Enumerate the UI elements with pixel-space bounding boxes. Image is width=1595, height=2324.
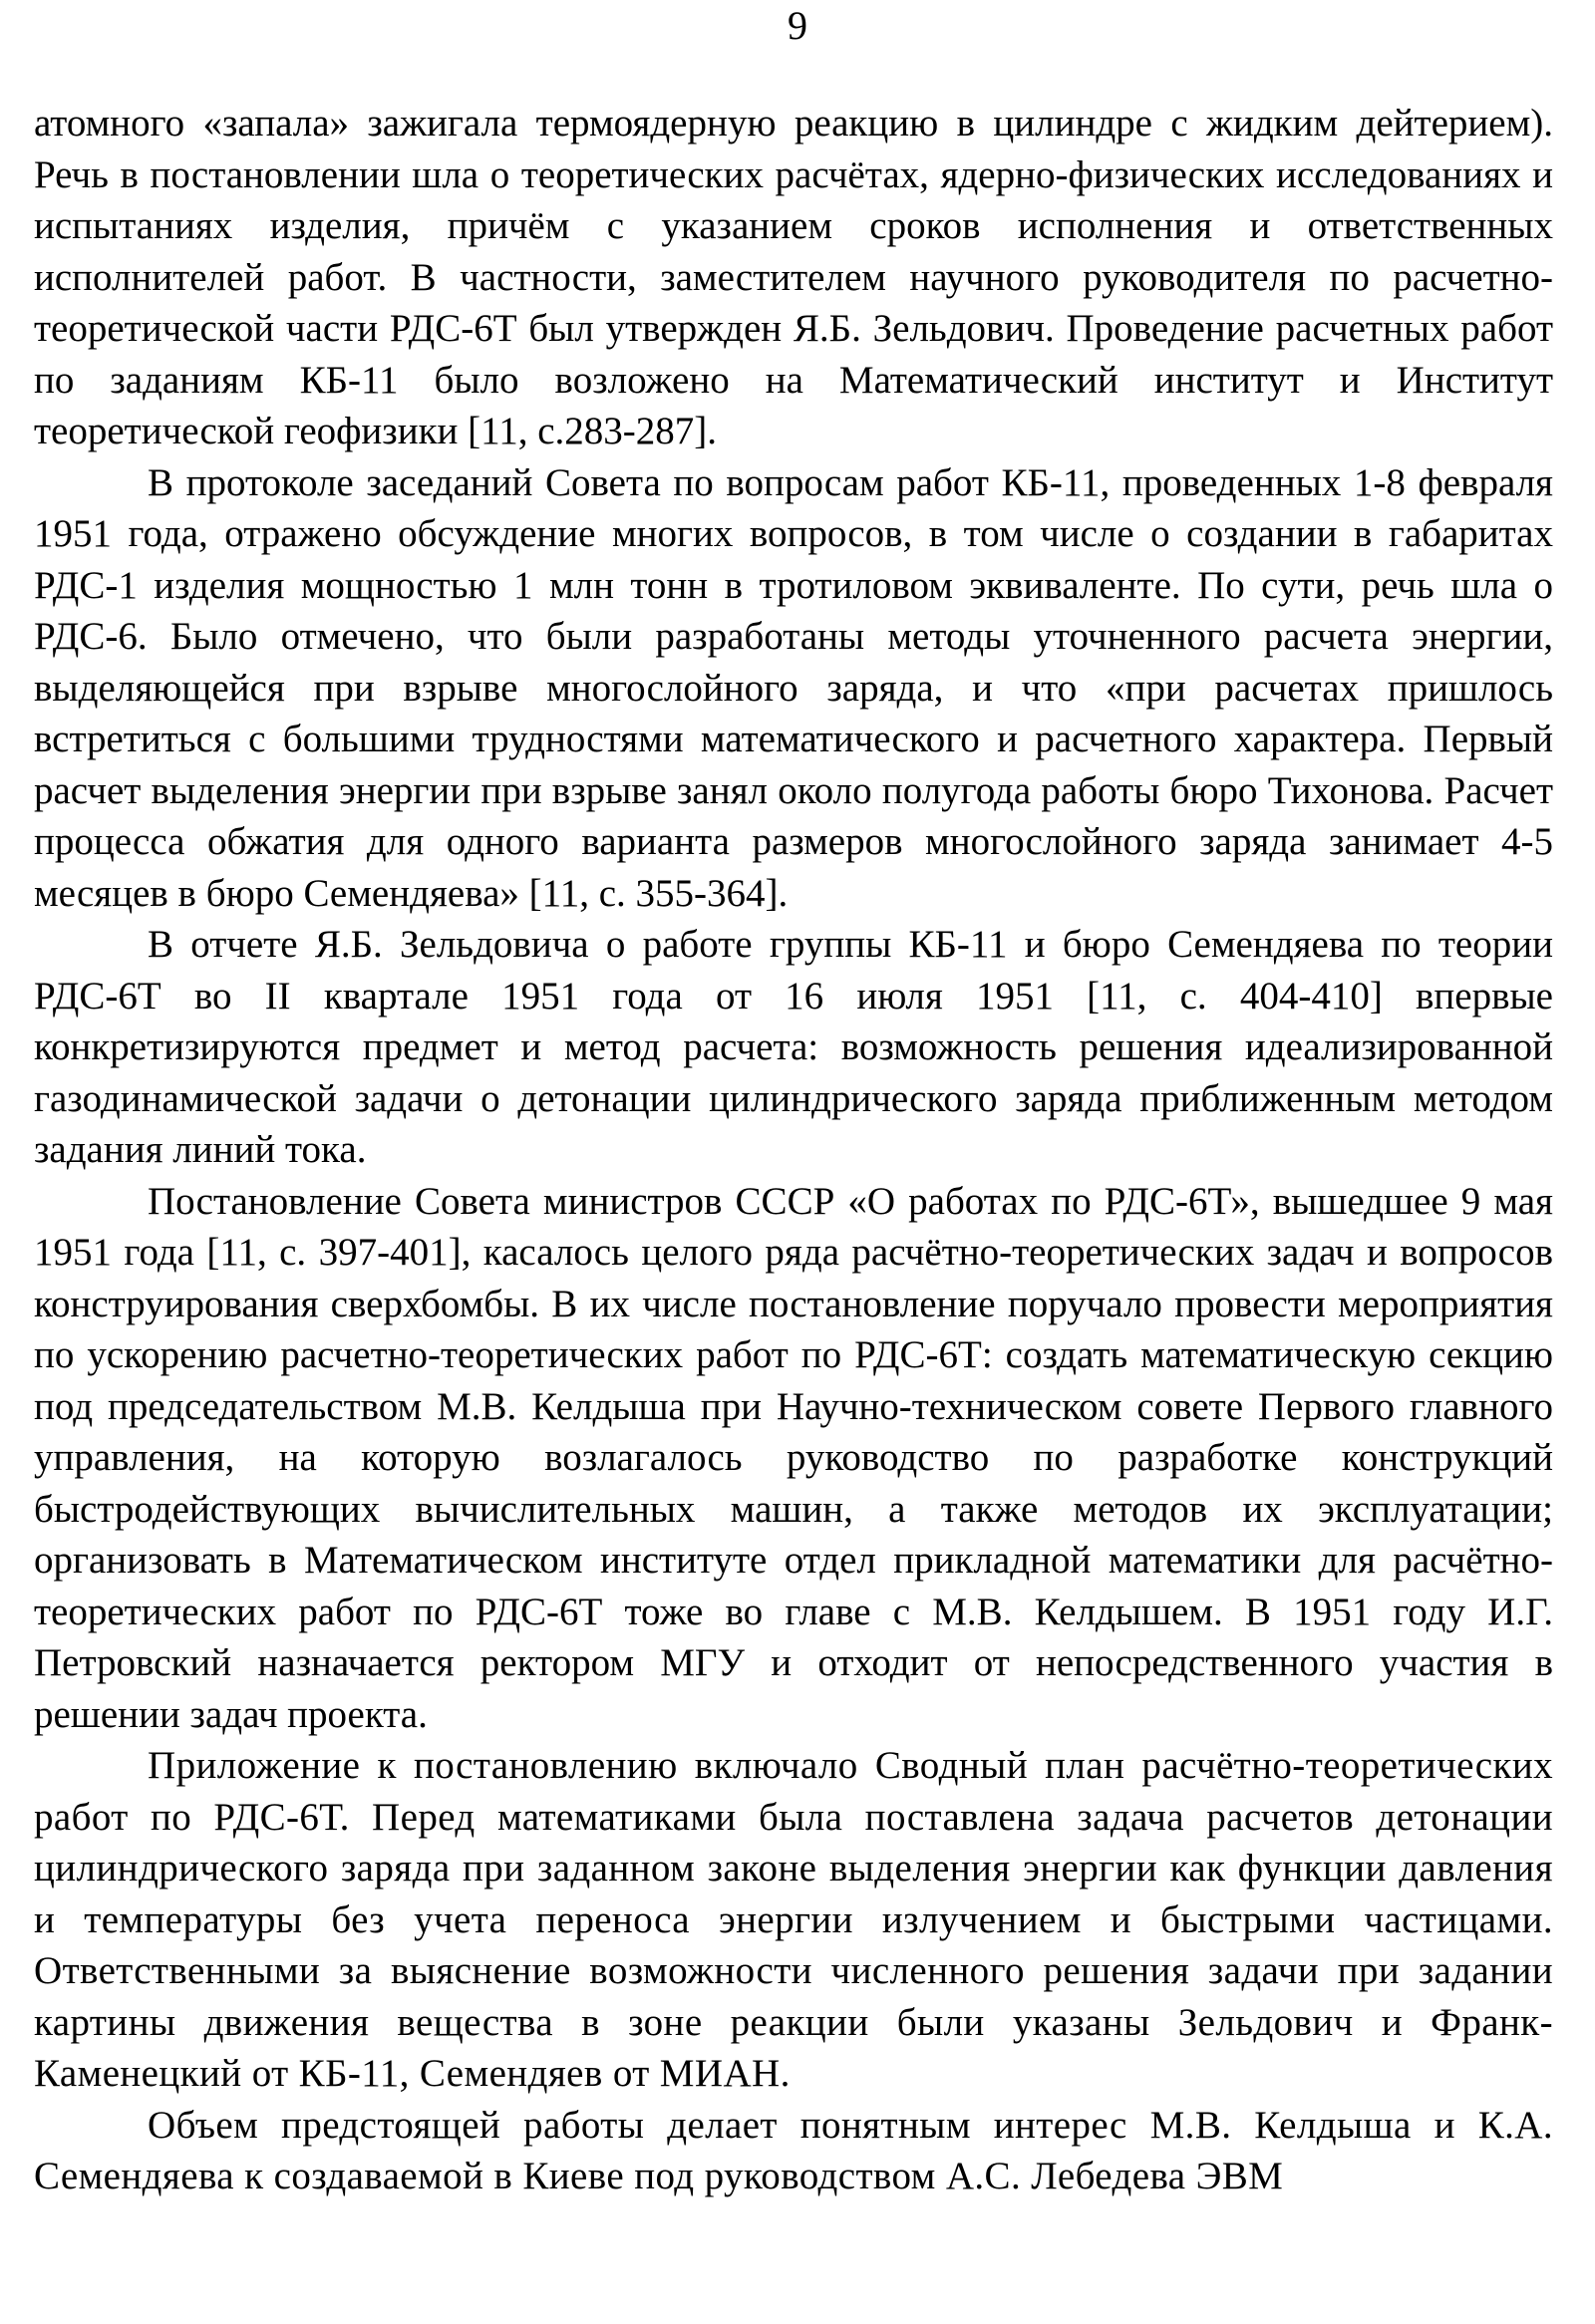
paragraph-5: Приложение к постановлению включало Сводный план расчётно-теоретических работ по РДС-6Т. Перед математиками была поставлена задача расчетов детонации цилиндрического заряда при заданном законе выделения энергии как функции давления и температуры без учета переноса энергии излучением и быстрыми частицами. Ответственными за выяснение возможности численного решения задачи при задании картины движения вещества в зоне реакции были указаны Зельдович и Франк-Каменецкий от КБ-11, Семендяев от МИАН. [34,1744,1553,2095]
paragraph-2: В протоколе заседаний Совета по вопросам работ КБ-11, проведенных 1-8 февраля 1951 года, отражено обсуждение многих вопросов, в том числе о создании в габаритах РДС-1 изделия мощностью 1 млн тонн в тротиловом эквиваленте. По сути, речь шла о РДС-6. Было отмечено, что были разработаны методы уточненного расчета энергии, выделяющейся при взрыве многослойного заряда, и что «при расчетах пришлось встретиться с большими трудностями математического и расчетного характера. Первый расчет выделения энергии при взрыве занял около полугода работы бюро Тихонова. Расчет процесса обжатия для одного варианта размеров многослойного заряда занимает 4-5 месяцев в бюро Семендяева» [11, с. 355-364]. [34,460,1553,915]
paragraph-4: Постановление Совета министров СССР «О работах по РДС-6Т», вышедшее 9 мая 1951 года [11, с. 397-401], касалось целого ряда расчётно-теоретических задач и вопросов конструирования сверхбомбы. В их числе постановление поручало провести мероприятия по ускорению расчетно-теоретических работ по РДС-6Т: создать математическую секцию под председательством М.В. Келдыша при Научно-техническом совете Первого главного управления, на которую возлагалось руководство по разработке конструкций быстродействующих вычислительных машин, а также методов их эксплуатации; организовать в Математическом институте отдел прикладной математики для расчётно-теоретических работ по РДС-6Т тоже во главе с М.В. Келдышем. В 1951 году И.Г. Петровский назначается ректором МГУ и отходит от непосредственного участия в решении задач проекта. [34,1179,1553,1736]
page-number: 9 [788,3,807,48]
body-text [34,98,1553,2202]
paragraph-6: Объем предстоящей работы делает понятным интерес М.В. Келдыша и К.А. Семендяева к создаваемой в Киеве под руководством А.С. Лебедева ЭВМ [34,2103,1553,2197]
paragraph-1: атомного «запала» зажигала термоядерную реакцию в цилиндре с жидким дейтерием). Речь в постановлении шла о теоретических расчётах, ядерно-физических исследованиях и испытаниях изделия, причём с указанием сроков исполнения и ответственных исполнителей работ. В частности, заместителем научного руководителя по расчетно-теоретической части РДС-6Т был утвержден Я.Б. Зельдович. Проведение расчетных работ по заданиям КБ-11 было возложено на Математический институт и Институт теоретической геофизики [11, с.283-287]. [34,102,1553,452]
paragraph-3: В отчете Я.Б. Зельдовича о работе группы КБ-11 и бюро Семендяева по теории РДС-6Т во II квартале 1951 года от 16 июля 1951 [11, с. 404-410] впервые конкретизируются предмет и метод расчета: возможность решения идеализированной газодинамической задачи о детонации цилиндрического заряда приближенным методом задания линий тока. [34,923,1553,1171]
